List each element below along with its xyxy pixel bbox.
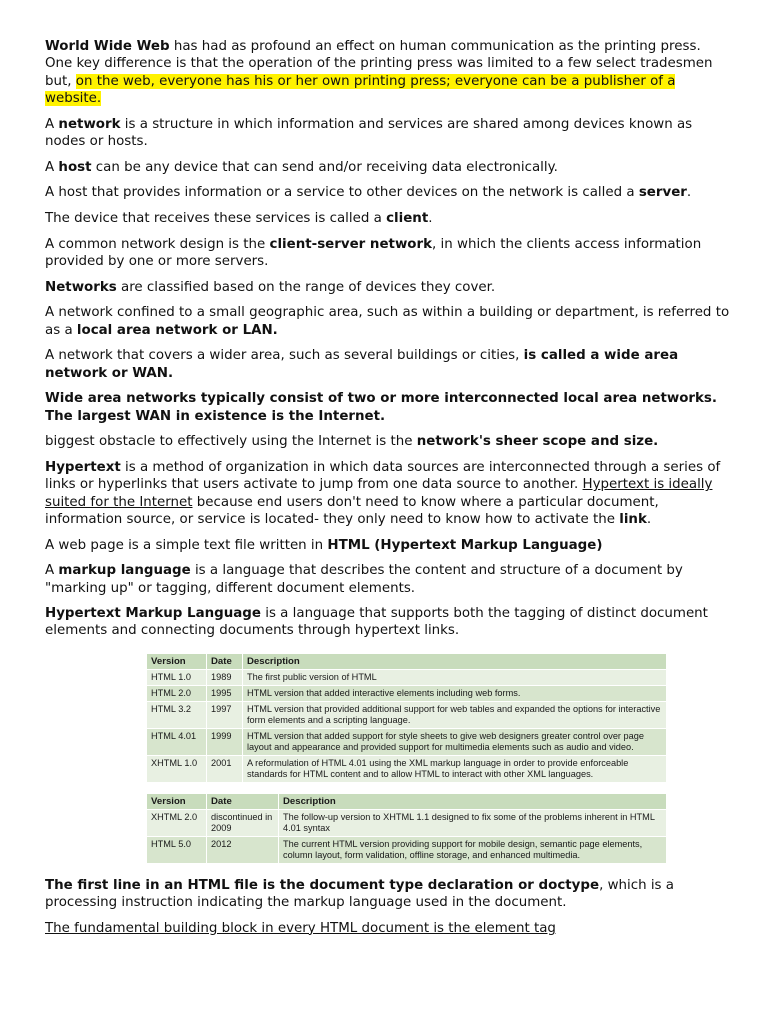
later-versions-table xyxy=(146,793,667,864)
document-page xyxy=(45,38,730,945)
paragraph-host: A host can be any device that can send and/or receiving data electronically. xyxy=(45,159,558,175)
table-row: HTML 1.0 1989 The first public version of HTML xyxy=(147,669,667,685)
paragraph-wan: A network that covers a wider area, such as several buildings or cities, is called a wide area network or WAN. xyxy=(45,348,679,381)
paragraph-html: Hypertext Markup Language is a language that supports both the tagging of distinct document elements and connecting documents through hypertext links. xyxy=(45,606,708,639)
highlighted-text: on the web, everyone has his or her own printing press; everyone can be a publisher of a website. xyxy=(45,73,676,106)
table-header-row: Version Date Description xyxy=(147,793,667,809)
table-row: HTML 3.2 1997 HTML version that provided additional support for web tables and expanded the options for interactive form elements and a scripting language. xyxy=(147,701,667,728)
table-row: HTML 5.0 2012 The current HTML version providing support for mobile design, semantic page elements, column layout, form validation, offline storage, and enhanced multimedia. xyxy=(147,836,667,863)
paragraph-markup-language: A markup language is a language that describes the content and structure of a document by "marking up" or tagging, different document elements. xyxy=(45,563,683,596)
table-row: XHTML 1.0 2001 A reformulation of HTML 4.01 using the XML markup language in order to provide enforceable standards for HTML content and to allow HTML to interact with other XML languages. xyxy=(147,755,667,782)
paragraph-client-server: A common network design is the client-server network, in which the clients access information provided by one or more servers. xyxy=(45,236,702,269)
table-row: HTML 4.01 1999 HTML version that added support for style sheets to give web designers greater control over page layout and appearance and provided support for multimedia elements such as audio and video. xyxy=(147,728,667,755)
paragraph-client: The device that receives these services is called a client. xyxy=(45,210,433,226)
paragraph-server: A host that provides information or a service to other devices on the network is called a server. xyxy=(45,185,692,201)
paragraph-lan: A network confined to a small geographic area, such as within a building or department, is referred to as a local area network or LAN. xyxy=(45,305,730,338)
table-row: XHTML 2.0 discontinued in 2009 The follow-up version to XHTML 1.1 designed to fix some of the problems inherent in HTML 4.01 syntax xyxy=(147,809,667,836)
table-header-row: Version Date Description xyxy=(147,653,667,669)
paragraph-networks-classified: Networks are classified based on the range of devices they cover. xyxy=(45,279,496,295)
paragraph-web-page: A web page is a simple text file written in HTML (Hypertext Markup Language) xyxy=(45,537,603,553)
paragraph-hypertext: Hypertext is a method of organization in which data sources are interconnected through a series of links or hyperlinks that users activate to jump from one data source to another. Hypertext is ideally suited for the Internet because end users don't need to know where a particular document, information source, or service is located- they only need to know how to activate the link. xyxy=(45,459,721,527)
paragraph-element-tag: The fundamental building block in every HTML document is the element tag xyxy=(45,920,556,936)
paragraph-www: World Wide Web has had as profound an effect on human communication as the printing press. One key difference is that the operation of the printing press was limited to a few select tradesmen but, on the web, everyone has his or her own printing press; everyone can be a publisher of a website. xyxy=(45,39,713,106)
paragraph-doctype: The first line in an HTML file is the document type declaration or doctype, which is a processing instruction indicating the markup language used in the document. xyxy=(45,877,674,911)
table-row: HTML 2.0 1995 HTML version that added interactive elements including web forms. xyxy=(147,685,667,701)
paragraph-wan-internet: Wide area networks typically consist of two or more interconnected local area networks. The largest WAN in existence is the Internet. xyxy=(45,391,717,424)
paragraph-obstacle: biggest obstacle to effectively using the Internet is the network's sheer scope and size. xyxy=(45,434,659,450)
paragraph-network: A network is a structure in which information and services are shared among devices known as nodes or hosts. xyxy=(45,116,693,149)
html-versions-table xyxy=(146,653,667,783)
